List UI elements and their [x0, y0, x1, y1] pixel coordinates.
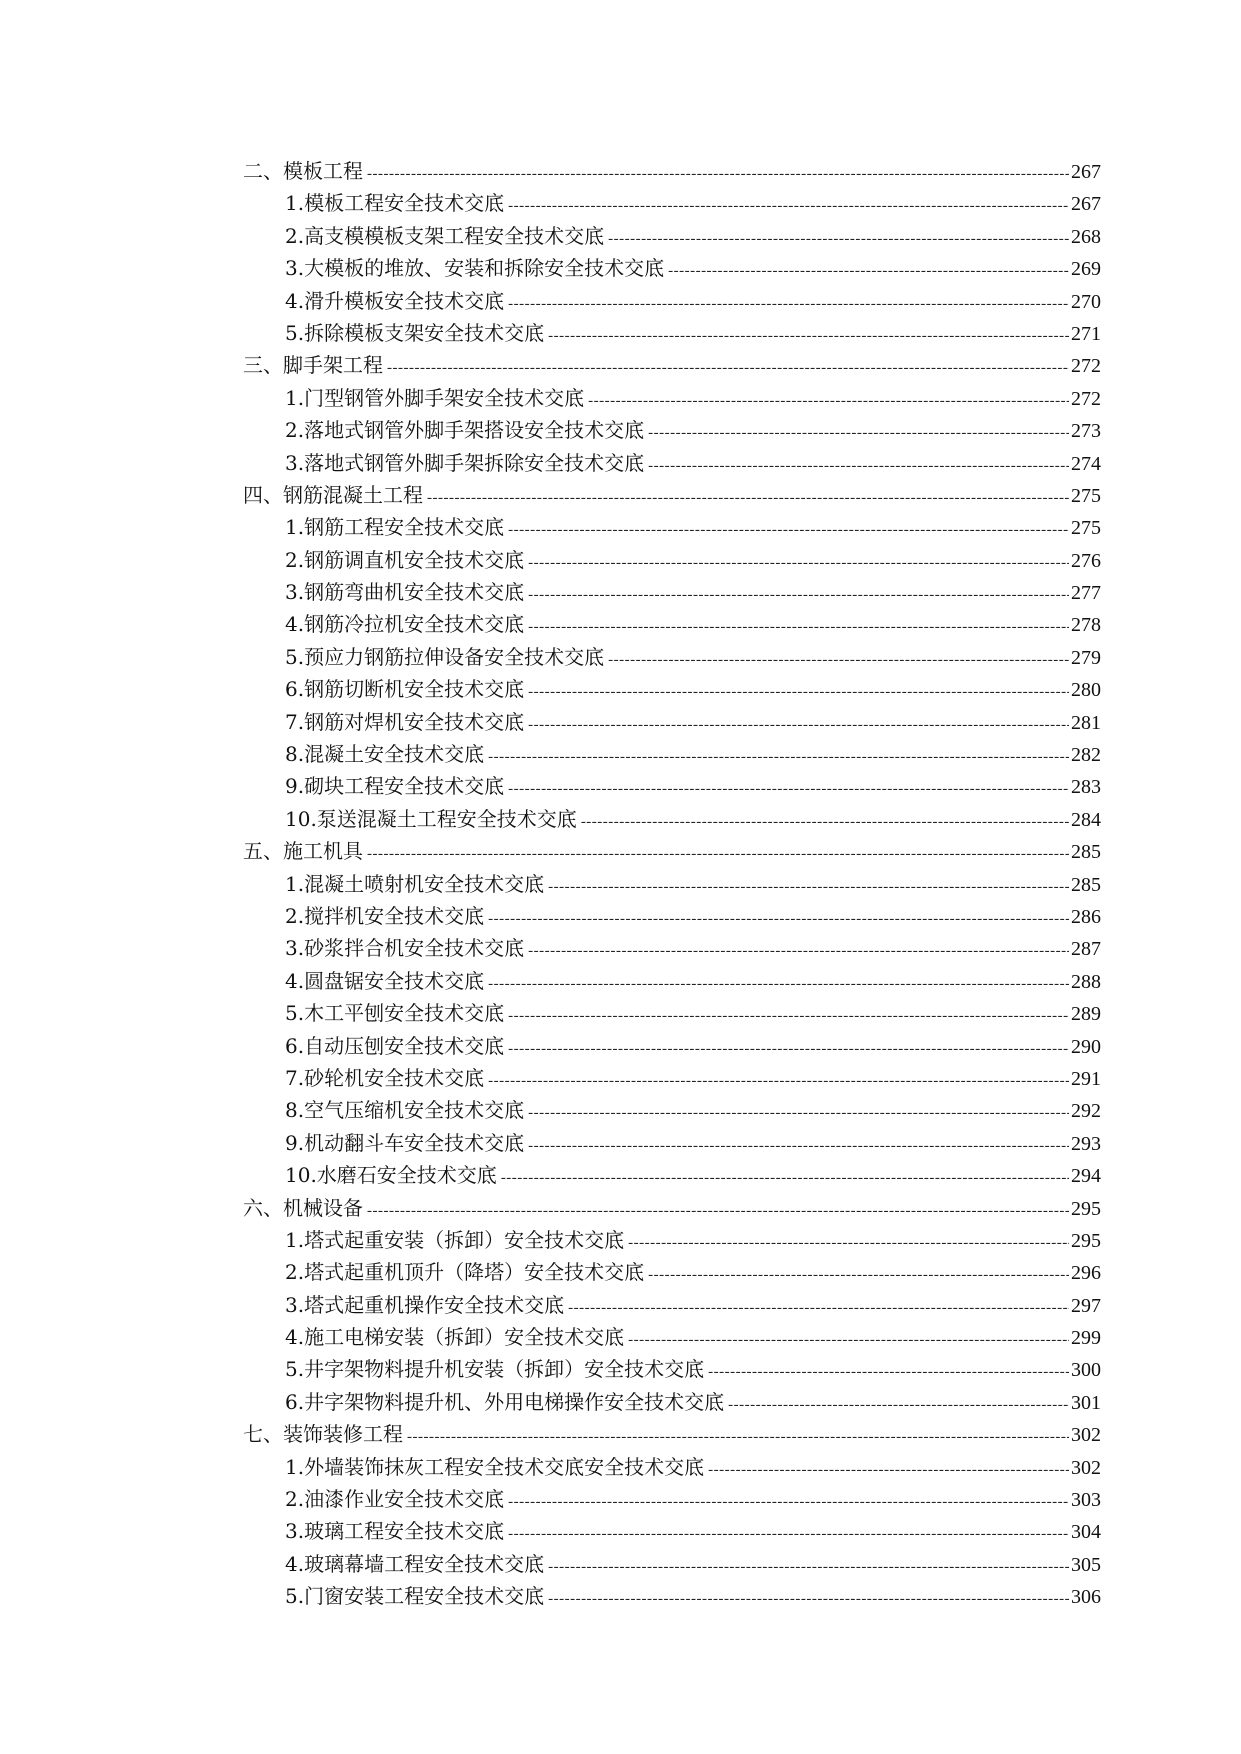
toc-page-number: 275: [1071, 484, 1101, 507]
toc-item-entry[interactable]: [243, 1159, 1101, 1191]
toc-entry-title: 2.油漆作业安全技术交底: [285, 1487, 505, 1512]
toc-dot-leader: [581, 806, 1069, 835]
toc-entry-title: 2.搅拌机安全技术交底: [285, 903, 485, 928]
toc-item-entry[interactable]: [243, 1030, 1101, 1062]
toc-item-entry[interactable]: [243, 1224, 1101, 1256]
toc-section-entry[interactable]: [243, 479, 1101, 511]
toc-entry-title: 3.钢筋弯曲机安全技术交底: [285, 580, 525, 605]
toc-page-number: 300: [1071, 1359, 1101, 1382]
toc-dot-leader: [548, 871, 1069, 900]
toc-entry-title: 9.机动翻斗车安全技术交底: [285, 1130, 525, 1155]
toc-dot-leader: [367, 158, 1069, 187]
toc-entry-title: 三、脚手架工程: [243, 353, 383, 378]
toc-item-entry[interactable]: [243, 1353, 1101, 1385]
toc-page-number: 278: [1071, 614, 1101, 637]
toc-item-entry[interactable]: [243, 1094, 1101, 1126]
toc-page-number: 271: [1071, 322, 1101, 345]
toc-entry-title: 5.门窗安装工程安全技术交底: [285, 1584, 545, 1609]
toc-entry-title: 8.混凝土安全技术交底: [285, 742, 485, 767]
toc-entry-title: 2.高支模模板支架工程安全技术交底: [285, 223, 605, 248]
toc-dot-leader: [648, 1259, 1069, 1288]
toc-dot-leader: [728, 1389, 1069, 1418]
toc-item-entry[interactable]: [243, 220, 1101, 252]
toc-item-entry[interactable]: [243, 382, 1101, 414]
toc-entry-title: 3.塔式起重机操作安全技术交底: [285, 1292, 565, 1317]
toc-page-number: 284: [1071, 808, 1101, 831]
toc-dot-leader: [628, 1227, 1069, 1256]
toc-page-number: 294: [1071, 1165, 1101, 1188]
toc-dot-leader: [488, 741, 1069, 770]
toc-page-number: 267: [1071, 193, 1101, 216]
toc-entry-title: 7.砂轮机安全技术交底: [285, 1065, 485, 1090]
toc-page-number: 287: [1071, 938, 1101, 961]
toc-item-entry[interactable]: [243, 511, 1101, 543]
toc-item-entry[interactable]: [243, 1386, 1101, 1418]
toc-item-entry[interactable]: [243, 285, 1101, 317]
toc-dot-leader: [488, 1065, 1069, 1094]
toc-item-entry[interactable]: [243, 317, 1101, 349]
toc-page-number: 293: [1071, 1132, 1101, 1155]
toc-page-number: 290: [1071, 1035, 1101, 1058]
toc-entry-title: 3.落地式钢管外脚手架拆除安全技术交底: [285, 450, 645, 475]
toc-item-entry[interactable]: [243, 706, 1101, 738]
toc-entry-title: 六、机械设备: [243, 1195, 363, 1220]
toc-dot-leader: [528, 579, 1069, 608]
toc-page-number: 302: [1071, 1424, 1101, 1447]
toc-item-entry[interactable]: [243, 932, 1101, 964]
toc-page-number: 295: [1071, 1197, 1101, 1220]
toc-dot-leader: [708, 1356, 1069, 1385]
toc-entry-title: 2.落地式钢管外脚手架搭设安全技术交底: [285, 418, 645, 443]
toc-page-number: 267: [1071, 161, 1101, 183]
toc-item-entry[interactable]: [243, 803, 1101, 835]
toc-dot-leader: [608, 223, 1069, 252]
toc-section-entry[interactable]: [243, 1192, 1101, 1224]
toc-item-entry[interactable]: [243, 447, 1101, 479]
toc-entry-title: 10.泵送混凝土工程安全技术交底: [285, 806, 577, 831]
toc-page-number: 303: [1071, 1489, 1101, 1512]
toc-dot-leader: [407, 1421, 1069, 1450]
toc-item-entry[interactable]: [243, 965, 1101, 997]
toc-item-entry[interactable]: [243, 414, 1101, 446]
toc-page-number: 288: [1071, 970, 1101, 993]
toc-entry-title: 五、施工机具: [243, 839, 363, 864]
toc-dot-leader: [367, 838, 1069, 867]
toc-dot-leader: [528, 1130, 1069, 1159]
toc-entry-title: 3.砂浆拌合机安全技术交底: [285, 936, 525, 961]
toc-dot-leader: [508, 288, 1069, 317]
toc-dot-leader: [528, 935, 1069, 964]
toc-entry-title: 2.钢筋调直机安全技术交底: [285, 547, 525, 572]
toc-dot-leader: [668, 255, 1069, 284]
toc-entry-title: 5.预应力钢筋拉伸设备安全技术交底: [285, 644, 605, 669]
toc-entry-title: 3.玻璃工程安全技术交底: [285, 1519, 505, 1544]
toc-page-number: 289: [1071, 1003, 1101, 1026]
toc-page-number: 302: [1071, 1456, 1101, 1479]
toc-entry-title: 5.木工平刨安全技术交底: [285, 1001, 505, 1026]
toc-item-entry[interactable]: [243, 900, 1101, 932]
toc-item-entry[interactable]: [243, 1548, 1101, 1580]
toc-page-number: 306: [1071, 1586, 1101, 1609]
toc-item-entry[interactable]: [243, 252, 1101, 284]
toc-item-entry[interactable]: [243, 1289, 1101, 1321]
toc-item-entry[interactable]: [243, 1321, 1101, 1353]
toc-page-number: 297: [1071, 1294, 1101, 1317]
toc-dot-leader: [508, 190, 1069, 219]
toc-page-number: 274: [1071, 452, 1101, 475]
toc-page-number: 295: [1071, 1229, 1101, 1252]
toc-page-number: 305: [1071, 1553, 1101, 1576]
toc-item-entry[interactable]: [243, 997, 1101, 1029]
toc-item-entry[interactable]: [243, 1256, 1101, 1288]
toc-entry-title: 4.滑升模板安全技术交底: [285, 288, 505, 313]
toc-item-entry[interactable]: [243, 187, 1101, 219]
toc-item-entry[interactable]: [243, 1580, 1101, 1612]
toc-item-entry[interactable]: [243, 1483, 1101, 1515]
toc-entry-title: 二、模板工程: [243, 159, 363, 183]
toc-entry-title: 6.钢筋切断机安全技术交底: [285, 677, 525, 702]
table-of-contents: [243, 155, 1101, 1613]
toc-dot-leader: [628, 1324, 1069, 1353]
toc-dot-leader: [548, 1583, 1069, 1612]
toc-entry-title: 2.塔式起重机顶升（降塔）安全技术交底: [285, 1260, 645, 1285]
toc-entry-title: 7.钢筋对焊机安全技术交底: [285, 709, 525, 734]
toc-entry-title: 1.门型钢管外脚手架安全技术交底: [285, 385, 585, 410]
toc-page-number: 296: [1071, 1262, 1101, 1285]
toc-page-number: 292: [1071, 1100, 1101, 1123]
toc-dot-leader: [588, 385, 1069, 414]
toc-page-number: 285: [1071, 873, 1101, 896]
toc-dot-leader: [528, 611, 1069, 640]
toc-item-entry[interactable]: [243, 544, 1101, 576]
toc-page-number: 270: [1071, 290, 1101, 313]
toc-entry-title: 4.施工电梯安装（拆卸）安全技术交底: [285, 1325, 625, 1350]
toc-entry-title: 四、钢筋混凝土工程: [243, 482, 423, 507]
toc-entry-title: 10.水磨石安全技术交底: [285, 1163, 497, 1188]
toc-dot-leader: [488, 903, 1069, 932]
toc-dot-leader: [528, 1097, 1069, 1126]
toc-item-entry[interactable]: [243, 1515, 1101, 1547]
toc-page-number: 283: [1071, 776, 1101, 799]
toc-dot-leader: [508, 1518, 1069, 1547]
toc-page-number: 277: [1071, 582, 1101, 605]
toc-entry-title: 8.空气压缩机安全技术交底: [285, 1098, 525, 1123]
toc-entry-title: 4.玻璃幕墙工程安全技术交底: [285, 1551, 545, 1576]
toc-entry-title: 1.钢筋工程安全技术交底: [285, 515, 505, 540]
toc-entry-title: 5.井字架物料提升机安装（拆卸）安全技术交底: [285, 1357, 705, 1382]
toc-dot-leader: [568, 1292, 1069, 1321]
toc-item-entry[interactable]: [243, 576, 1101, 608]
toc-dot-leader: [508, 514, 1069, 543]
toc-entry-title: 1.混凝土喷射机安全技术交底: [285, 871, 545, 896]
toc-entry-title: 6.自动压刨安全技术交底: [285, 1033, 505, 1058]
toc-item-entry[interactable]: [243, 673, 1101, 705]
toc-dot-leader: [648, 417, 1069, 446]
toc-item-entry[interactable]: [243, 738, 1101, 770]
toc-page-number: 272: [1071, 387, 1101, 410]
toc-entry-title: 4.圆盘锯安全技术交底: [285, 968, 485, 993]
toc-entry-title: 1.外墙装饰抹灰工程安全技术交底安全技术交底: [285, 1454, 705, 1479]
toc-page-number: 299: [1071, 1327, 1101, 1350]
toc-entry-title: 七、装饰装修工程: [243, 1422, 403, 1447]
toc-item-entry[interactable]: [243, 1451, 1101, 1483]
toc-dot-leader: [367, 1195, 1069, 1224]
toc-item-entry[interactable]: [243, 641, 1101, 673]
toc-page-number: 269: [1071, 258, 1101, 281]
toc-section-entry[interactable]: [243, 155, 1101, 187]
toc-entry-title: 1.模板工程安全技术交底: [285, 191, 505, 216]
toc-dot-leader: [608, 644, 1069, 673]
toc-page-number: 286: [1071, 905, 1101, 928]
toc-entry-title: 6.井字架物料提升机、外用电梯操作安全技术交底: [285, 1389, 725, 1414]
toc-section-entry[interactable]: [243, 835, 1101, 867]
toc-page-number: 285: [1071, 841, 1101, 864]
toc-item-entry[interactable]: [243, 868, 1101, 900]
toc-dot-leader: [387, 352, 1069, 381]
toc-item-entry[interactable]: [243, 608, 1101, 640]
toc-dot-leader: [528, 709, 1069, 738]
toc-dot-leader: [508, 1000, 1069, 1029]
toc-entry-title: 9.砌块工程安全技术交底: [285, 774, 505, 799]
toc-dot-leader: [508, 1486, 1069, 1515]
toc-section-entry[interactable]: [243, 1418, 1101, 1450]
toc-dot-leader: [548, 320, 1069, 349]
toc-dot-leader: [427, 482, 1069, 511]
toc-dot-leader: [548, 1551, 1069, 1580]
toc-dot-leader: [508, 1033, 1069, 1062]
toc-page-number: 304: [1071, 1521, 1101, 1544]
toc-page-number: 276: [1071, 549, 1101, 572]
toc-dot-leader: [508, 773, 1069, 802]
toc-dot-leader: [528, 676, 1069, 705]
toc-dot-leader: [648, 450, 1069, 479]
toc-dot-leader: [708, 1454, 1069, 1483]
toc-page-number: 280: [1071, 679, 1101, 702]
toc-entry-title: 4.钢筋冷拉机安全技术交底: [285, 612, 525, 637]
toc-dot-leader: [488, 968, 1069, 997]
toc-page-number: 272: [1071, 355, 1101, 378]
toc-page-number: 273: [1071, 420, 1101, 443]
toc-entry-title: 5.拆除模板支架安全技术交底: [285, 320, 545, 345]
toc-item-entry[interactable]: [243, 1127, 1101, 1159]
toc-page-number: 301: [1071, 1391, 1101, 1414]
toc-page-number: 281: [1071, 711, 1101, 734]
toc-page-number: 282: [1071, 744, 1101, 767]
toc-item-entry[interactable]: [243, 770, 1101, 802]
toc-item-entry[interactable]: [243, 1062, 1101, 1094]
toc-page-number: 268: [1071, 225, 1101, 248]
toc-section-entry[interactable]: [243, 349, 1101, 381]
toc-entry-title: 1.塔式起重安装（拆卸）安全技术交底: [285, 1227, 625, 1252]
toc-dot-leader: [501, 1162, 1069, 1191]
toc-page-number: 275: [1071, 517, 1101, 540]
toc-page-number: 291: [1071, 1067, 1101, 1090]
toc-page-number: 279: [1071, 646, 1101, 669]
toc-dot-leader: [528, 547, 1069, 576]
toc-entry-title: 3.大模板的堆放、安装和拆除安全技术交底: [285, 256, 665, 281]
